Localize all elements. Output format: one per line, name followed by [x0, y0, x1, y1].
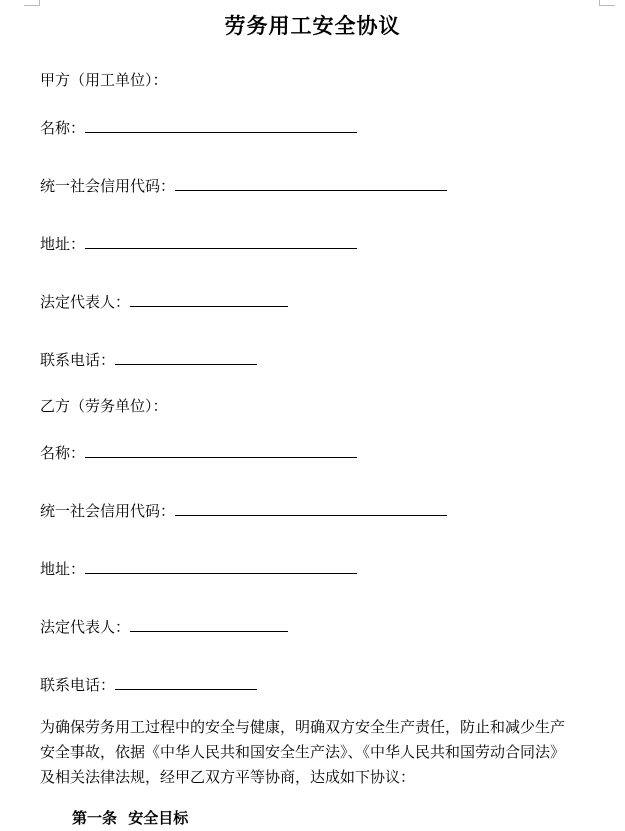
field-label: 法定代表人：	[40, 618, 131, 636]
party-b-name-field[interactable]	[40, 443, 357, 463]
field-label: 名称：	[40, 119, 86, 137]
page-corner-mark-left	[24, 0, 40, 6]
field-label: 名称：	[40, 444, 86, 462]
party-b-phone-blank[interactable]	[115, 675, 257, 690]
intro-paragraph-line-1: 为确保劳务用工过程中的安全与健康，明确双方安全生产责任，防止和减少生产	[40, 718, 566, 736]
party-a-credit-code-field[interactable]	[40, 176, 447, 196]
field-label: 统一社会信用代码：	[40, 502, 176, 520]
article-number: 第一条	[72, 809, 118, 827]
field-label: 法定代表人：	[40, 293, 131, 311]
field-label: 统一社会信用代码：	[40, 177, 176, 195]
party-a-heading: 甲方（用工单位）：	[40, 71, 168, 89]
party-a-name-field[interactable]	[40, 118, 357, 138]
party-b-credit-code-blank[interactable]	[175, 501, 447, 516]
intro-paragraph-line-2: 安全事故，依据《中华人民共和国安全生产法》、《中华人民共和国劳动合同法》	[40, 743, 566, 761]
party-a-address-blank[interactable]	[85, 234, 357, 249]
field-label: 联系电话：	[40, 351, 116, 369]
article-title: 安全目标	[128, 809, 189, 827]
party-b-legal-rep-blank[interactable]	[130, 617, 288, 632]
party-a-name-blank[interactable]	[85, 118, 357, 133]
party-b-address-field[interactable]	[40, 559, 357, 579]
party-a-phone-blank[interactable]	[115, 350, 257, 365]
party-a-credit-code-blank[interactable]	[175, 176, 447, 191]
party-b-legal-rep-field[interactable]	[40, 617, 288, 637]
party-a-phone-field[interactable]	[40, 350, 257, 370]
document-title: 劳务用工安全协议	[224, 14, 401, 38]
page-corner-mark-right	[599, 0, 615, 6]
field-label: 地址：	[40, 235, 86, 253]
field-label: 地址：	[40, 560, 86, 578]
party-b-address-blank[interactable]	[85, 559, 357, 574]
party-b-heading: 乙方（劳务单位）：	[40, 397, 168, 415]
party-a-legal-rep-field[interactable]	[40, 292, 288, 312]
party-b-phone-field[interactable]	[40, 675, 257, 695]
party-b-name-blank[interactable]	[85, 443, 357, 458]
party-b-credit-code-field[interactable]	[40, 501, 447, 521]
intro-paragraph-line-3: 及相关法律法规，经甲乙双方平等协商，达成如下协议：	[40, 768, 416, 786]
party-a-address-field[interactable]	[40, 234, 357, 254]
field-label: 联系电话：	[40, 676, 116, 694]
article-1-heading	[72, 808, 188, 828]
party-a-legal-rep-blank[interactable]	[130, 292, 288, 307]
